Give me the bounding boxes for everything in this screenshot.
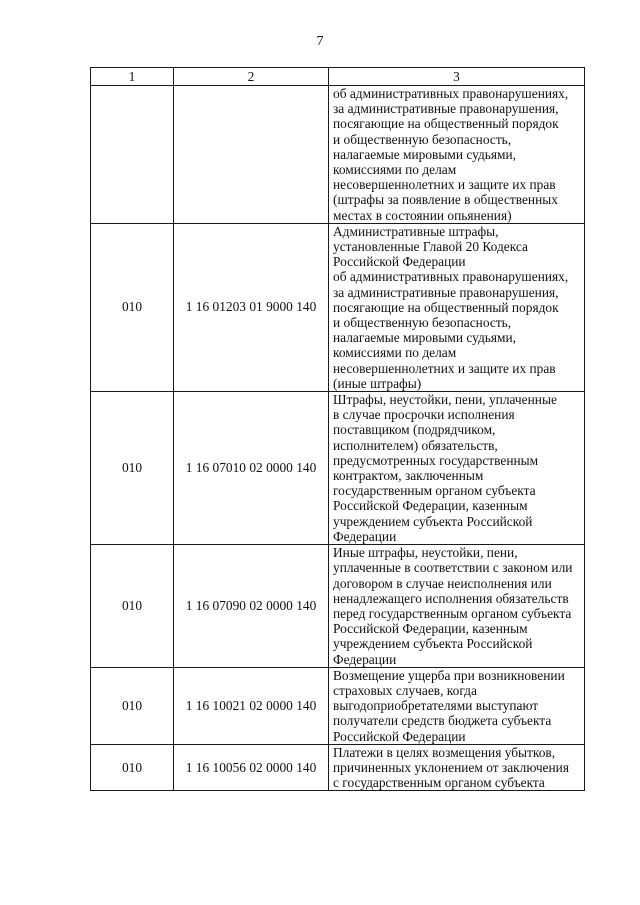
column-header-3: 3 bbox=[329, 68, 585, 86]
table-row bbox=[91, 667, 585, 744]
budget-codes-table bbox=[90, 67, 585, 791]
description-cell: Платежи в целях возмещения убытков, причиненных уклонением от заключения с государственным органом субъекта bbox=[329, 744, 585, 791]
admin-code-cell: 010 bbox=[91, 744, 174, 791]
admin-code-cell: 010 bbox=[91, 392, 174, 545]
table-header-row bbox=[91, 68, 585, 86]
table-row bbox=[91, 392, 585, 545]
admin-code-cell: 010 bbox=[91, 545, 174, 668]
budget-code-cell: 1 16 07010 02 0000 140 bbox=[174, 392, 329, 545]
description-cell: Возмещение ущерба при возникновении страховых случаев, когда выгодоприобретателями выступают получатели средств бюджета субъекта Российской Федерации bbox=[329, 667, 585, 744]
admin-code-cell: 010 bbox=[91, 667, 174, 744]
table-row bbox=[91, 744, 585, 791]
admin-code-cell: 010 bbox=[91, 223, 174, 391]
column-header-1: 1 bbox=[91, 68, 174, 86]
description-cell: Штрафы, неустойки, пени, уплаченные в случае просрочки исполнения поставщиком (подрядчиком, исполнителем) обязательств, предусмотренных государственным контрактом, заключенным государственным органом субъекта Российской Федерации, казенным учреждением субъекта Российской Федерации bbox=[329, 392, 585, 545]
budget-code-cell: 1 16 10021 02 0000 140 bbox=[174, 667, 329, 744]
description-cell: Административные штрафы, установленные Главой 20 Кодекса Российской Федерации об административных правонарушениях, за административные правонарушения, посягающие на общественный порядок и общественную безопасность, налагаемые мировыми судьями, комиссиями по делам несовершеннолетних и защите их прав (иные штрафы) bbox=[329, 223, 585, 391]
admin-code-cell bbox=[91, 86, 174, 224]
table-row bbox=[91, 86, 585, 224]
budget-code-cell: 1 16 10056 02 0000 140 bbox=[174, 744, 329, 791]
budget-code-cell: 1 16 01203 01 9000 140 bbox=[174, 223, 329, 391]
column-header-2: 2 bbox=[174, 68, 329, 86]
page-number: 7 bbox=[316, 34, 324, 49]
description-cell: Иные штрафы, неустойки, пени, уплаченные в соответствии с законом или договором в случае неисполнения или ненадлежащего исполнения обязательств перед государственным органом субъекта Российской Федерации, казенным учреждением субъекта Российской Федерации bbox=[329, 545, 585, 668]
budget-code-cell: 1 16 07090 02 0000 140 bbox=[174, 545, 329, 668]
table-row bbox=[91, 223, 585, 391]
budget-code-cell bbox=[174, 86, 329, 224]
table-row bbox=[91, 545, 585, 668]
description-cell: об административных правонарушениях, за административные правонарушения, посягающие на общественный порядок и общественную безопасность, налагаемые мировыми судьями, комиссиями по делам несовершеннолетних и защите их прав (штрафы за появление в общественных местах в состоянии опьянения) bbox=[329, 86, 585, 224]
